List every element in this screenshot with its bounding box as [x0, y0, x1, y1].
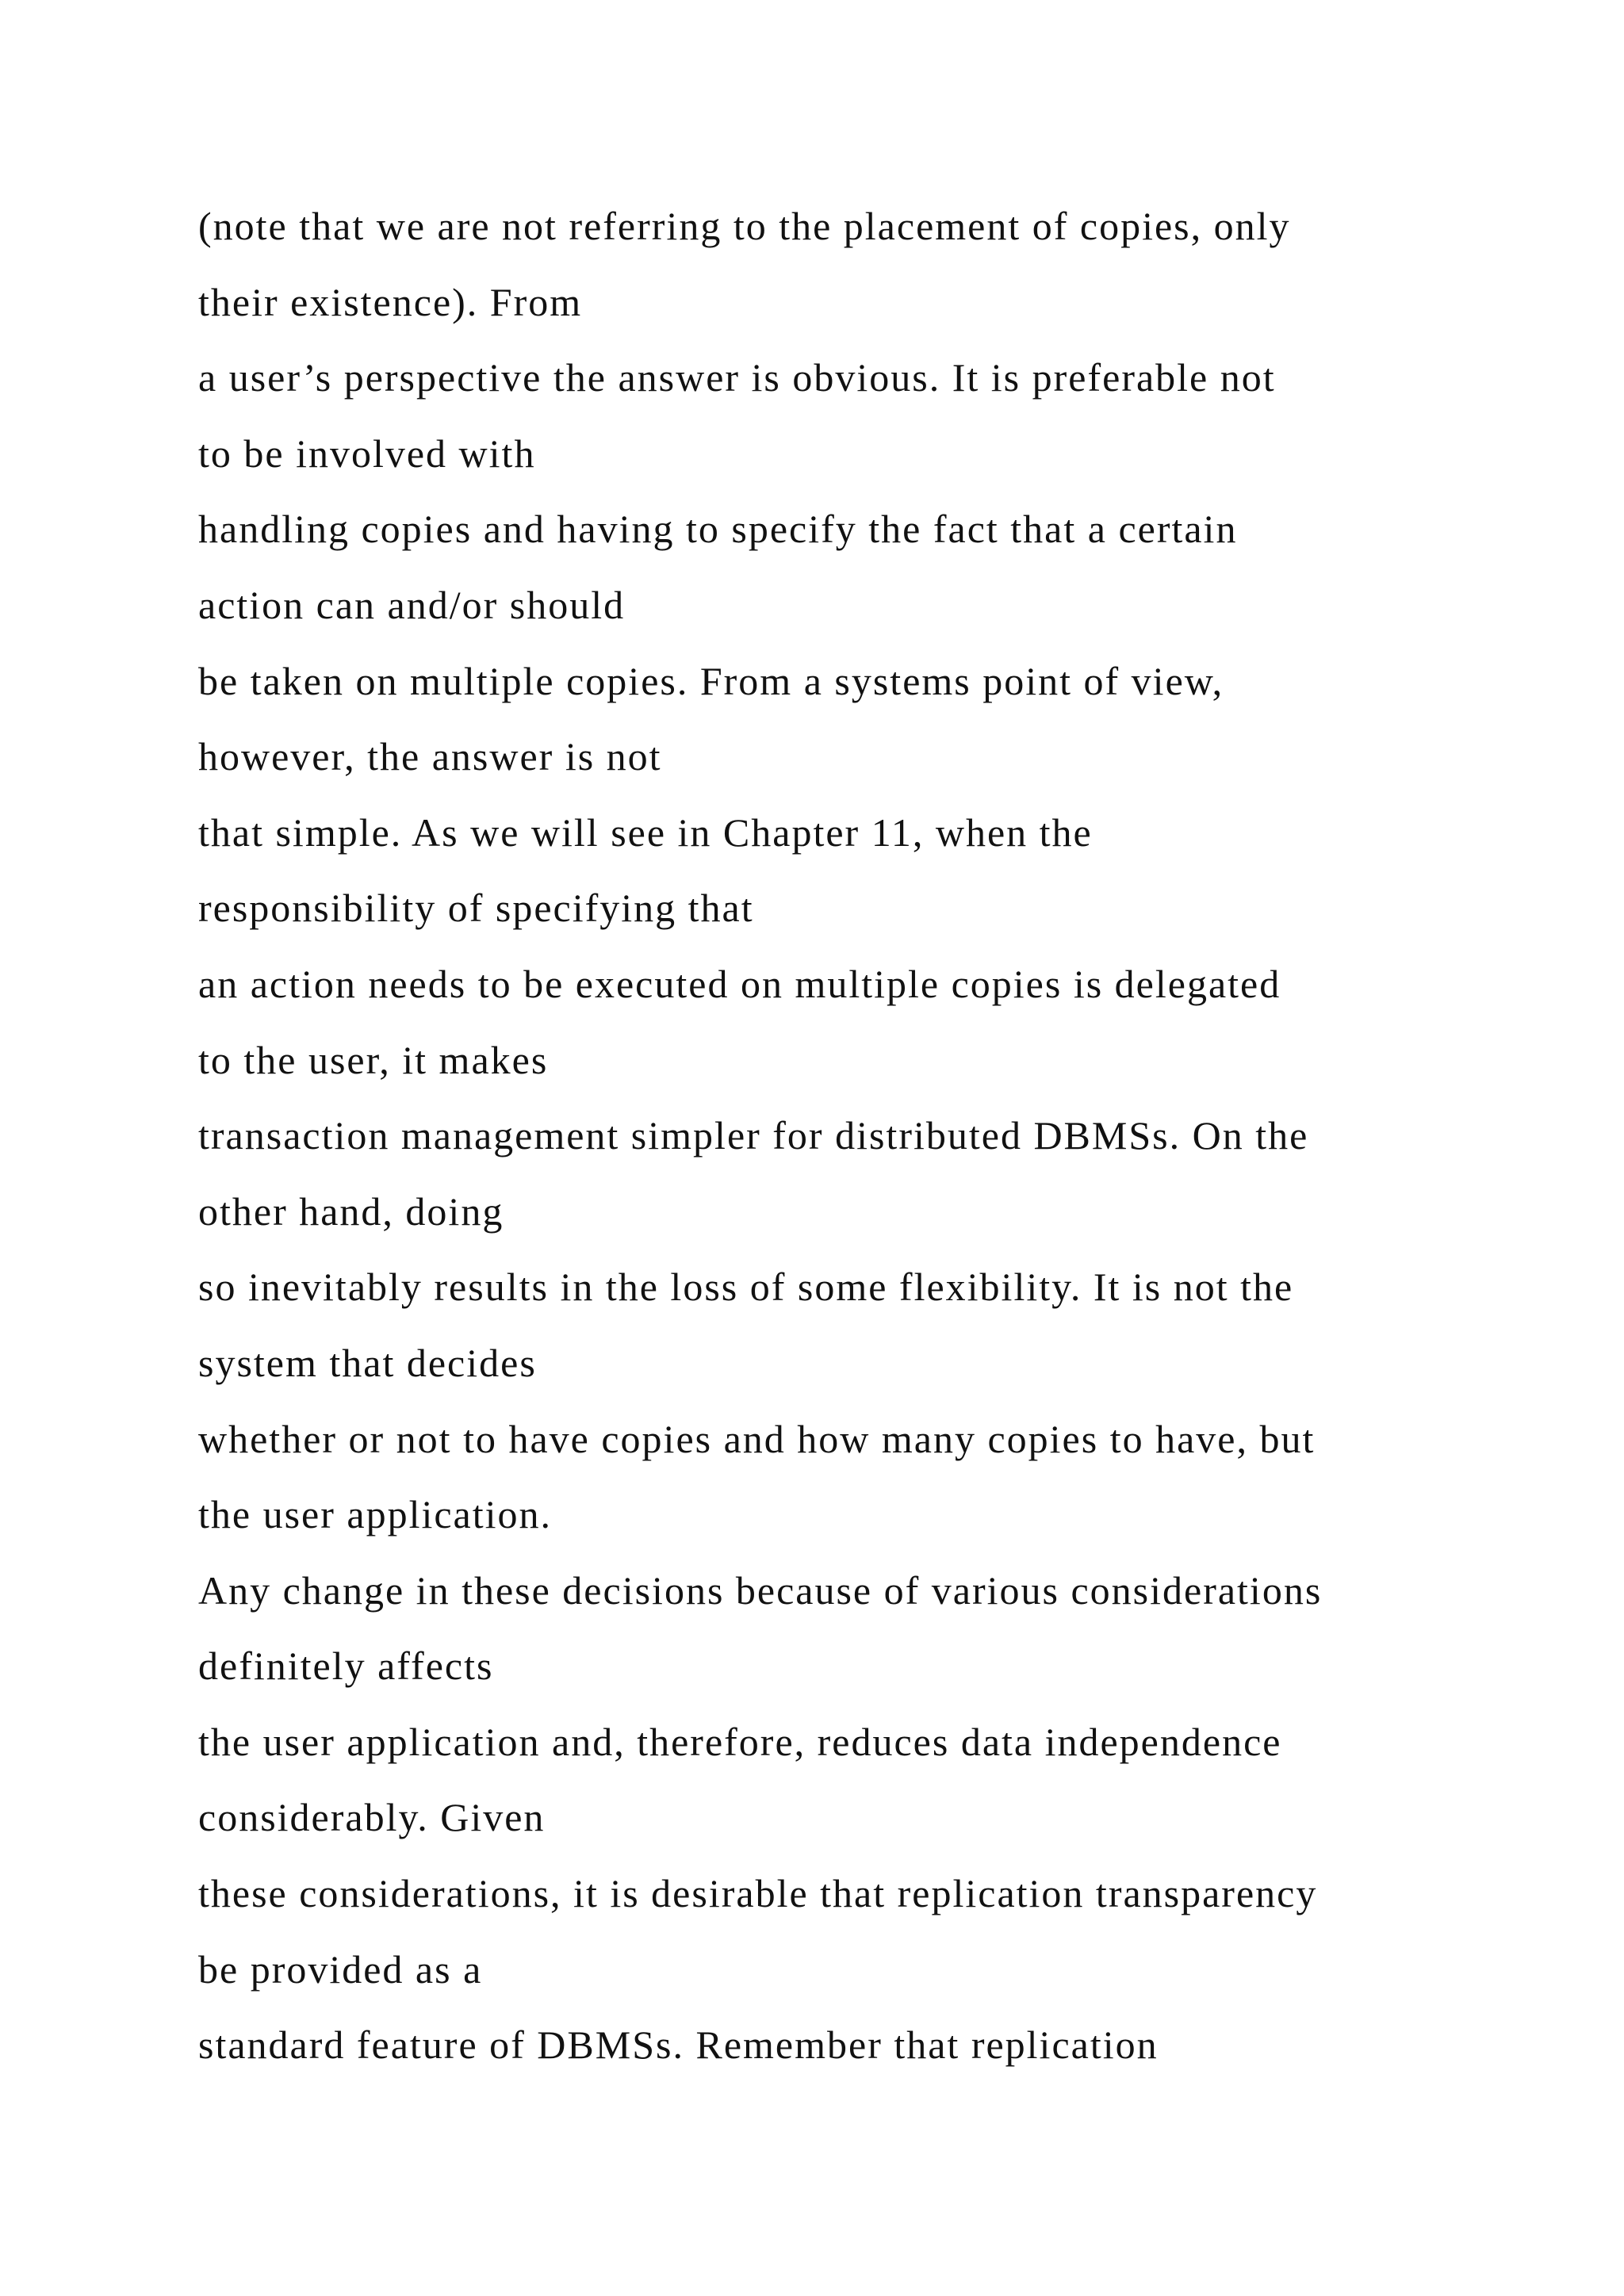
- text-line-5: handling copies and having to specify the fact that a certain: [198, 507, 1238, 552]
- text-line-1: (note that we are not referring to the placement of copies, only: [198, 204, 1291, 248]
- text-line-9: that simple. As we will see in Chapter 11, when the: [198, 809, 1093, 855]
- text-line-14: other hand, doing: [198, 1188, 504, 1234]
- text-line-21: the user application and, therefore, reduces data independence: [198, 1719, 1282, 1764]
- text-line-11: an action needs to be executed on multiple copies is delegated: [198, 961, 1281, 1006]
- text-line-8: however, the answer is not: [198, 734, 662, 779]
- text-line-24: be provided as a: [198, 1946, 483, 1992]
- text-line-18: the user application.: [198, 1492, 553, 1537]
- text-line-10: responsibility of specifying that: [198, 886, 754, 931]
- body-text: [198, 195, 1594, 2090]
- text-line-6: action can and/or should: [198, 582, 626, 627]
- text-line-12: to the user, it makes: [198, 1037, 549, 1082]
- text-line-25: standard feature of DBMSs. Remember that replication: [198, 2022, 1159, 2068]
- text-line-22: considerably. Given: [198, 1795, 546, 1840]
- text-line-4: to be involved with: [198, 430, 536, 476]
- text-line-2: their existence). From: [198, 279, 583, 324]
- text-line-16: system that decides: [198, 1340, 537, 1385]
- text-line-15: so inevitably results in the loss of some flexibility. It is not the: [198, 1265, 1294, 1310]
- text-line-23: these considerations, it is desirable that replication transparency: [198, 1871, 1318, 1916]
- text-line-13: transaction management simpler for distributed DBMSs. On the: [198, 1113, 1309, 1158]
- text-line-17: whether or not to have copies and how many copies to have, but: [198, 1416, 1316, 1461]
- text-line-20: definitely affects: [198, 1644, 494, 1689]
- text-line-19: Any change in these decisions because of various considerations: [198, 1567, 1323, 1613]
- text-line-3: a user’s perspective the answer is obvious. It is preferable not: [198, 355, 1276, 400]
- text-line-7: be taken on multiple copies. From a systems point of view,: [198, 658, 1224, 703]
